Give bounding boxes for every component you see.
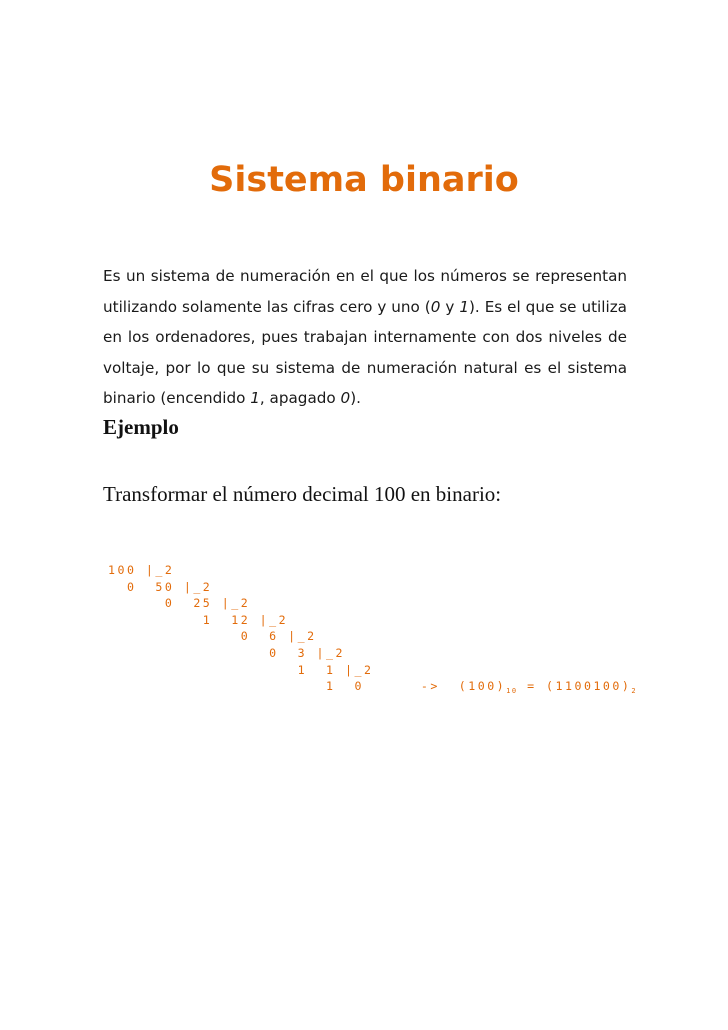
division-line: 0 50 |_2 [108, 579, 213, 594]
digit-zero: 0 [430, 297, 441, 316]
binary-base-subscript: 2 [631, 687, 638, 696]
division-line: 100 |_2 [108, 563, 175, 577]
decimal-base-subscript: 10 [506, 687, 518, 696]
division-line: 0 25 |_2 [108, 596, 251, 611]
division-line: 1 12 |_2 [108, 612, 289, 627]
division-line: 1 1 |_2 [108, 662, 374, 677]
intro-y: y [440, 297, 460, 316]
binary-result: = (1100100) [517, 679, 632, 694]
division-result-line [108, 678, 637, 700]
page-title: Sistema binario [209, 160, 519, 200]
apagado-text: , apagado [259, 389, 341, 407]
division-line: 1 0 -> (100) [108, 679, 507, 694]
intro-text-2: ). Es el que se utiliza en los ordenadores, pues trabajan internamente con dos niveles de voltaje, por lo que su sistema de numeración natural es el sistema binario (encendido [103, 297, 627, 407]
intro-text-1: Es un sistema de numeración en el que los números se representan utilizando solamente las cifras cero y uno ( [103, 267, 627, 316]
division-line: 0 3 |_2 [108, 645, 346, 660]
intro-closing: ). [350, 389, 361, 407]
digit-one: 1 [459, 297, 469, 316]
example-heading: Ejemplo [103, 415, 179, 439]
intro-paragraph [103, 261, 627, 414]
division-diagram [108, 562, 637, 700]
encendido-value: 1 [250, 389, 260, 407]
task-statement: Transformar el número decimal 100 en binario: [103, 482, 502, 506]
division-line: 0 6 |_2 [108, 629, 317, 644]
apagado-value: 0 [340, 389, 351, 407]
